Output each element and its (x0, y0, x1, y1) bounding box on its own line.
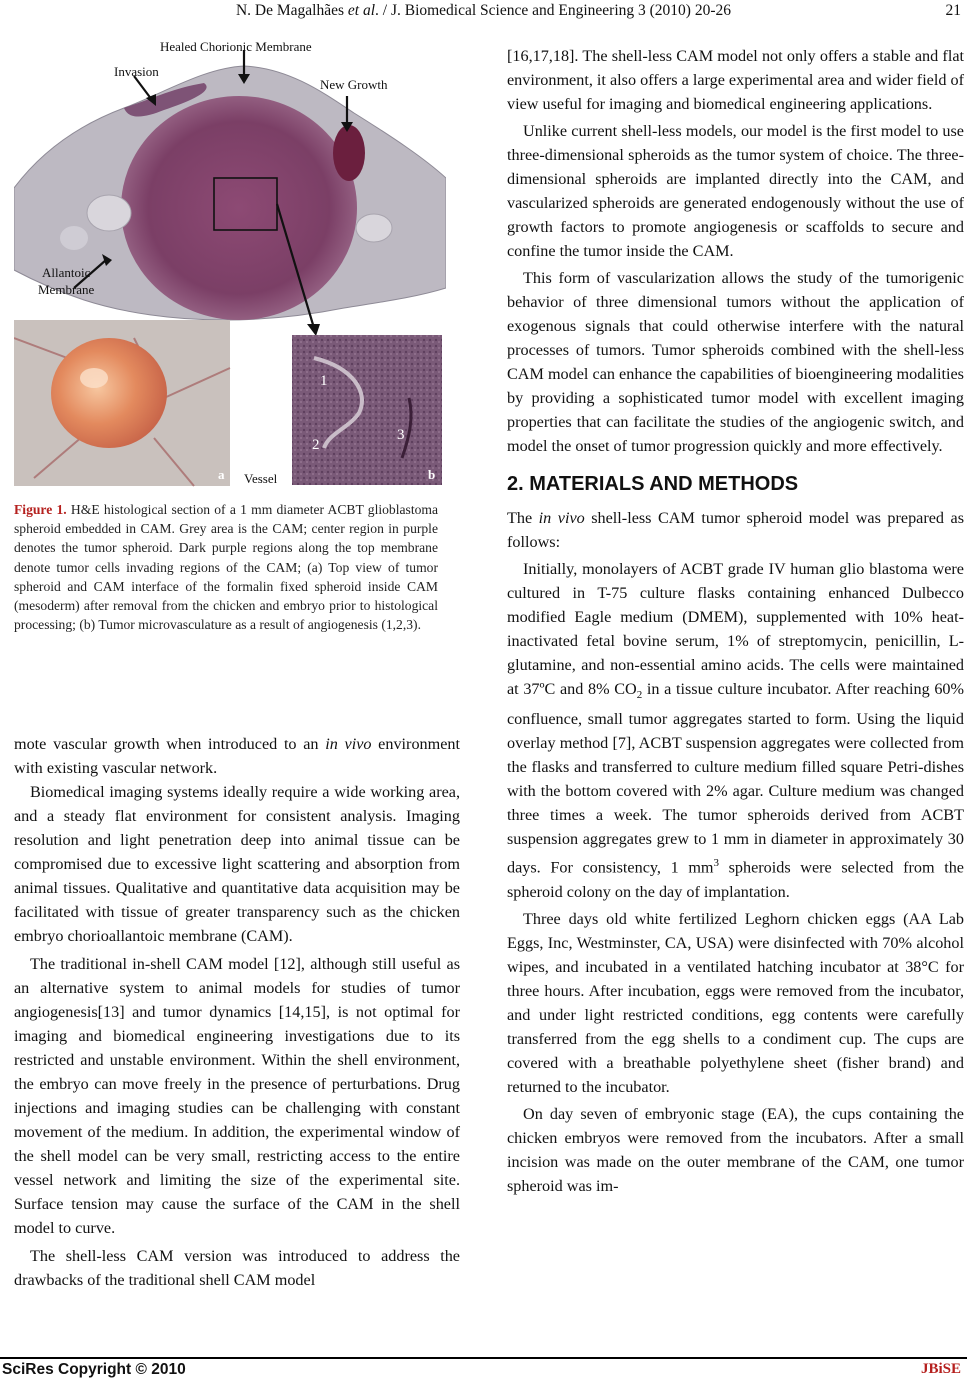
left-column (14, 732, 460, 1292)
label-num-1: 1 (320, 373, 328, 389)
label-new-growth: New Growth (320, 77, 388, 92)
label-healed-chorionic-membrane: Healed Chorionic Membrane (160, 39, 312, 54)
label-invasion: Invasion (114, 64, 159, 79)
right-column (507, 44, 964, 1198)
paragraph: This form of vascularization allows the study of the tumorigenic behavior of three dimensional tumors without the application of exogenous signals that could otherwise interfere with the natural processes of tumors. Tumor spheroids combined with the shell-less CAM model can enhance the capabilities of bioengineering modalities by providing a sophisticated tumor model with excellent imaging properties that can facilitate the studies of the angiogenic switch, and model the onset of tumor progression quickly and more effectively. (507, 269, 964, 455)
label-num-3: 3 (397, 427, 405, 443)
label-panel-a: a (218, 467, 225, 482)
journal-abbreviation: JBiSE (920, 1361, 961, 1377)
paragraph: [16,17,18]. The shell-less CAM model not only offers a stable and flat environment, it also offers a large experimental area and wider field of view useful for imaging and biomedical engineering applications. (507, 47, 964, 113)
paragraph: Initially, monolayers of ACBT grade IV human glio blastoma were cultured in T-75 culture flasks containing enhanced Dulbecco modified Eagle medium (DMEM), supplemented with 10% heat-inactivated fetal bovine serum, 1% of streptomycin, penicillin, L-glutamine, and non-essential amino acids. The cells were maintained at 37ºC and 8% $CO_2$ in a tissue culture incubator. After reaching 60% confluence, small tumor aggregates started to form. Using the liquid overlay method [7], ACBT suspension aggregates were collected from the flasks and transferred to culture medium filled square Petri-dishes with the bottom covered with 2% agar. Culture medium was changed three times a week. The tumor spheroids derived from ACBT suspension aggregates grew to 1 mm in diameter in approximately 30 days. For consistency, 1 $mm^3$ spheroids were selected from the spheroid colony on the day of implantation. (507, 560, 965, 901)
label-vessel: Vessel (244, 471, 278, 486)
caption-text: H&E histological section of a 1 mm diameter ACBT glioblastoma spheroid embedded in CAM. Grey area is the CAM; center region in purple denotes the tumor spheroid. Dark purple regions along the top membrane denote tumor cells invading regions of the CAM; (a) Top view of tumor spheroid and CAM interface of the formalin fixed spheroid inside CAM (mesoderm) after removal from the chicken and embryo prior to histological processing; (b) Tumor microvasculature as a result of angiogenesis (1,2,3). (14, 502, 439, 633)
egg-spheroid (51, 338, 167, 448)
figure-caption (14, 500, 438, 634)
label-membrane: Membrane (38, 282, 95, 297)
paragraph: Biomedical imaging systems ideally require a wide working area, and a steady flat environment for consistent analysis. Imaging resolution and light penetration deep into animal tissue can be compromised due to excessive light scattering and absorption from animal tissues. Qualitative and quantitative data acquisition may be facilitated with tissue of greater transparency such as the chicken embryo chorioallantoic membrane (CAM). (14, 783, 460, 945)
page-footer (0, 1357, 967, 1383)
paragraph: The traditional in-shell CAM model [12], although still useful as an alternative system to animal models for studies of tumor angiogenesis[13] and tumor dynamics [14,15], is not optimal for imaging and biomedical engineering investigations due to its restricted and unstable environment. Within the shell environment, the embryo can move freely in the presence of perturbations. Drug injections and imaging studies can be challenging with constant movement of the medium. In addition, the experimental window of the shell model can be very small, restricting access to the entire vessel network and limiting the size of the experimental site. Surface tension may cause the surface of the CAM in the shell model to curve. (14, 955, 460, 1237)
paragraph: Three days old white fertilized Leghorn chicken eggs (AA Lab Eggs, Inc, Westminster, CA, USA) were disinfected with 70% alcohol wipes, and incubated in a ventilated hatching incubator at 38°C for three hours. After incubation, eggs were removed from the incubator, and under light restricted conditions, egg contents were carefully transferred from the egg shells to a condiment cup. The cups are covered with a breathable polyethylene sheet (fisher brand) and returned to the incubator. (507, 909, 964, 1096)
page-number: 21 (945, 2, 961, 19)
caption-label: Figure 1. (14, 502, 67, 517)
tumor-spheroid (121, 96, 357, 320)
paragraph: The shell-less CAM version was introduced to address the drawbacks of the traditional shell CAM model (14, 1247, 460, 1289)
label-panel-b: b (428, 467, 436, 482)
copyright-notice: SciRes Copyright © 2010 (2, 1361, 186, 1378)
paragraph: The in vivo shell-less CAM tumor spheroid model was prepared as follows: (507, 509, 964, 551)
histology-illustration (14, 38, 446, 488)
running-header (0, 2, 967, 26)
paragraph: mote vascular growth when introduced to an in vivo environment with existing vascular network. (14, 735, 460, 777)
running-title: N. De Magalhães et al. / J. Biomedical Science and Engineering 3 (2010) 20-26 (235, 2, 731, 19)
paragraph: Unlike current shell-less models, our model is the first model to use three-dimensional spheroids as the tumor system of choice. The three-dimensional spheroids are implanted directly into the CAM, and vascularized spheroids are generated endogenously without the use of growth factors to promote angiogenesis or scaffolds to secure and confine the tumor inside the CAM. (507, 122, 964, 260)
section-heading: 2. MATERIALS AND METHODS (507, 473, 799, 495)
figure-1 (14, 38, 446, 488)
label-num-2: 2 (312, 437, 320, 453)
footer-divider (0, 1357, 967, 1359)
new-growth-region (333, 125, 365, 181)
label-allantoic: Allantoic (42, 265, 91, 280)
paragraph: On day seven of embryonic stage (EA), the cups containing the chicken embryos were removed from the incubators. After a small incision was made on the outer membrane of the CAM, one tumor spheroid was im- (507, 1104, 964, 1195)
